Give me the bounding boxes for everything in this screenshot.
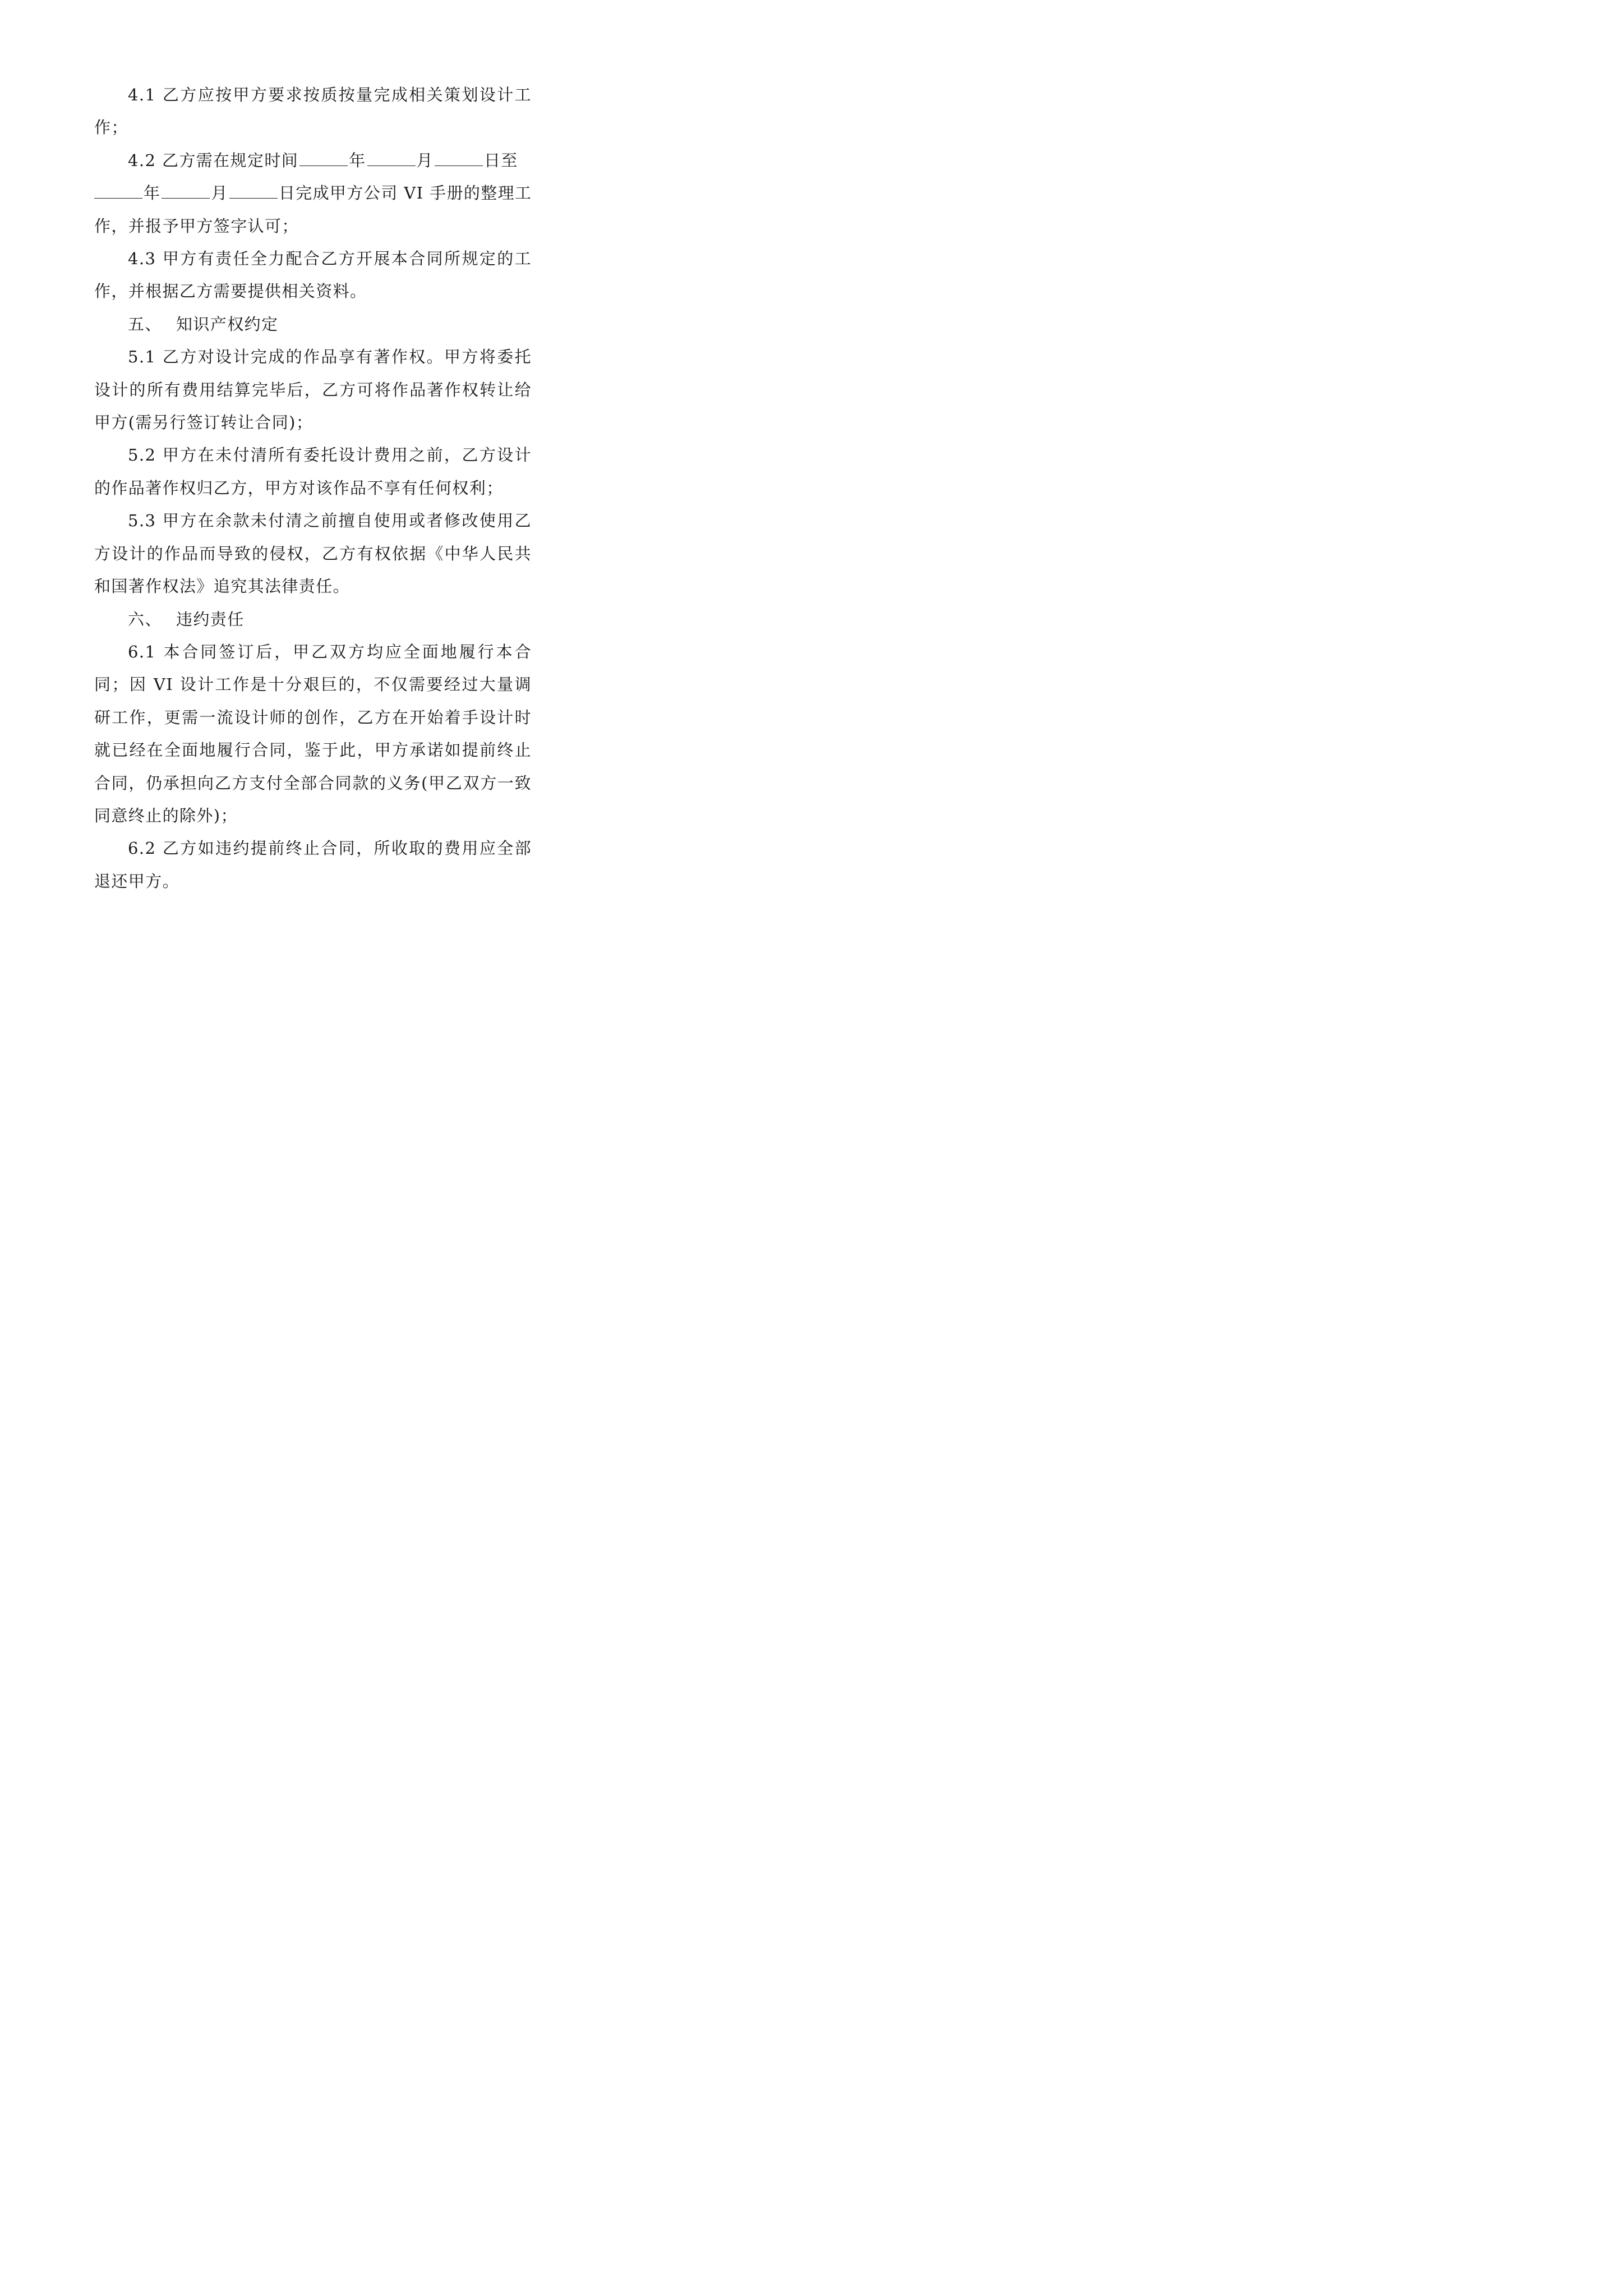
blank-month-end bbox=[162, 183, 210, 199]
clause-4-1: 4.1 乙方应按甲方要求按质按量完成相关策划设计工作； bbox=[94, 85, 532, 137]
document-body bbox=[94, 79, 532, 898]
blank-year-start bbox=[299, 151, 348, 166]
clause-4-3: 4.3 甲方有责任全力配合乙方开展本合同所规定的工作，并根据乙方需要提供相关资料。 bbox=[94, 249, 532, 301]
clause-5-2: 5.2 甲方在未付清所有委托设计费用之前，乙方设计的作品著作权归乙方，甲方对该作品不享有任何权利； bbox=[94, 445, 532, 498]
clause-6-2: 6.2 乙方如违约提前终止合同，所收取的费用应全部退还甲方。 bbox=[94, 839, 532, 891]
blank-day-start bbox=[435, 151, 483, 166]
clause-5-3: 5.3 甲方在余款未付清之前擅自使用或者修改使用乙方设计的作品而导致的侵权，乙方有权依据《中华人民共和国著作权法》追究其法律责任。 bbox=[94, 511, 532, 596]
clause-6-1: 6.1 本合同签订后，甲乙双方均应全面地履行本合同；因 VI 设计工作是十分艰巨的，不仅需要经过大量调研工作，更需一流设计师的创作，乙方在开始着手设计时就已经在全面地履行合同，鉴于此，甲方承诺如提前终止合同，仍承担向乙方支付全部合同款的义务(甲乙双方一致同意终止的除外)； bbox=[94, 642, 532, 825]
month-label-2: 月 bbox=[211, 183, 228, 203]
clause-4-2-rest: 日完成甲方公司 VI 手册的整理工 bbox=[278, 183, 532, 203]
clause-4-2-line-1 bbox=[94, 144, 532, 177]
blank-year-end bbox=[94, 183, 142, 199]
blank-month-start bbox=[367, 151, 416, 166]
blank-day-end bbox=[229, 183, 278, 199]
day-to-label: 日至 bbox=[483, 150, 518, 170]
year-label-1: 年 bbox=[349, 150, 366, 170]
clause-4-2-line-3: 作，并报予甲方签字认可； bbox=[94, 216, 299, 236]
clause-4-2 bbox=[94, 144, 532, 242]
section-5-heading bbox=[94, 308, 532, 341]
clause-4-2-prefix: 4.2 乙方需在规定时间 bbox=[128, 150, 299, 170]
month-label-1: 月 bbox=[416, 150, 434, 170]
year-label-2: 年 bbox=[144, 183, 161, 203]
section-6-title: 违约责任 bbox=[176, 609, 245, 629]
section-6-number: 六、 bbox=[128, 609, 162, 629]
section-5-title: 知识产权约定 bbox=[176, 314, 279, 334]
section-5-number: 五、 bbox=[128, 314, 162, 334]
clause-5-1: 5.1 乙方对设计完成的作品享有著作权。甲方将委托设计的所有费用结算完毕后，乙方可将作品著作权转让给甲方(需另行签订转让合同)； bbox=[94, 347, 532, 432]
clause-4-2-line-2 bbox=[94, 177, 532, 209]
section-6-heading bbox=[94, 603, 532, 636]
